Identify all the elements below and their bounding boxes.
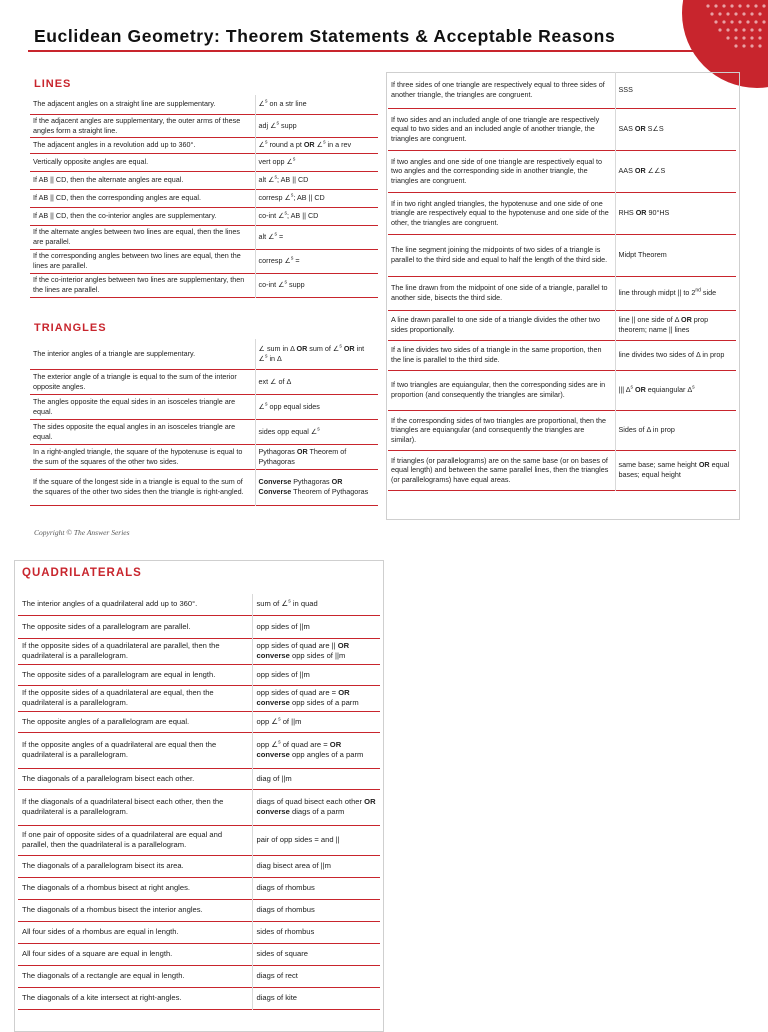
table-row <box>388 276 736 310</box>
theorem-statement: If the alternate angles between two lines are equal, then the lines are parallel. <box>30 225 255 249</box>
acceptable-reason: ∠$^s$ round a pt OR ∠$^s$ in a rev <box>258 139 352 150</box>
theorem-statement: All four sides of a rhombus are equal in length. <box>18 921 252 943</box>
acceptable-reason: Pythagoras OR Theorem of Pythagoras <box>258 446 347 466</box>
copyright-note: Copyright © The Answer Series <box>34 528 130 537</box>
section-title-lines: LINES <box>34 78 72 90</box>
theorem-statement: If three sides of one triangle are respectively equal to three sides of another triangle, the triangles are congruent. <box>388 72 615 108</box>
table-row <box>30 369 378 394</box>
theorem-statement: If AB || CD, then the co-interior angles are supplementary. <box>30 207 255 225</box>
acceptable-reason: ∠$^s$ on a str line <box>258 99 307 109</box>
table-row <box>18 877 380 899</box>
acceptable-reason: corresp ∠$^s$; AB || CD <box>258 192 325 203</box>
table-row <box>30 171 378 189</box>
table-row <box>18 965 380 987</box>
decorative-dot-pattern <box>700 0 768 60</box>
acceptable-reason: opp ∠$^s$ of ||m <box>256 715 302 726</box>
theorem-statement: If two angles and one side of one triangle are respectively equal to two angles and the corresponding side in another triangle, the triangles are congruent. <box>388 150 615 192</box>
table-row <box>388 192 736 234</box>
table-row <box>30 469 378 505</box>
theorem-statement: If one pair of opposite sides of a quadrilateral are equal and parallel, then the quadrilateral is a parallelogram. <box>18 825 252 855</box>
theorem-statement: If the corresponding angles between two lines are equal, then the lines are parallel. <box>30 249 255 273</box>
theorem-statement: The line drawn from the midpoint of one side of a triangle, parallel to another side, bisects the third side. <box>388 276 615 310</box>
acceptable-reason: ext ∠ of Δ <box>258 376 292 386</box>
table-row <box>30 137 378 153</box>
acceptable-reason: diags of rect <box>256 971 298 980</box>
table-row <box>388 310 736 340</box>
acceptable-reason: diag bisect area of ||m <box>256 861 331 870</box>
theorem-statement: The diagonals of a rhombus bisect the interior angles. <box>18 899 252 921</box>
theorem-statement: If the opposite sides of a quadrilateral are equal, then the quadrilateral is a parallelogram. <box>18 685 252 711</box>
table-row <box>30 207 378 225</box>
acceptable-reason: alt ∠$^s$ = <box>258 231 284 242</box>
acceptable-reason: ∠$^s$ opp equal sides <box>258 401 320 411</box>
acceptable-reason: vert opp ∠$^s$ <box>258 156 296 167</box>
table-row <box>30 339 378 369</box>
table-row <box>388 234 736 276</box>
acceptable-reason: sides of rhombus <box>256 927 315 936</box>
table-row <box>30 114 378 137</box>
table-row <box>18 685 380 711</box>
acceptable-reason: opp sides of quad are || OR converse opp sides of ||m <box>256 641 350 660</box>
theorem-statement: If AB || CD, then the alternate angles are equal. <box>30 171 255 189</box>
theorem-statement: The diagonals of a rectangle are equal in length. <box>18 965 252 987</box>
table-row <box>30 273 378 297</box>
acceptable-reason: Converse Pythagoras OR Converse Theorem of Pythagoras <box>258 477 369 496</box>
acceptable-reason: ∠ sum in Δ OR sum of ∠$^s$ OR int ∠$^s$ in Δ <box>258 343 365 363</box>
theorem-statement: The diagonals of a parallelogram bisect each other. <box>18 768 252 789</box>
quadrilaterals-table <box>18 594 380 1010</box>
acceptable-reason: diags of rhombus <box>256 883 315 892</box>
table-row <box>388 150 736 192</box>
table-row <box>18 825 380 855</box>
table-row <box>30 444 378 469</box>
table-row <box>18 711 380 732</box>
table-row <box>388 370 736 410</box>
theorem-statement: If the corresponding sides of two triangles are proportional, then the triangles are equiangular (and consequently the triangles are similar). <box>388 410 615 450</box>
theorem-statement: The sides opposite the equal angles in an isosceles triangle are equal. <box>30 419 255 444</box>
table-row <box>18 732 380 768</box>
acceptable-reason: line divides two sides of Δ in prop <box>618 350 725 360</box>
acceptable-reason: corresp ∠$^s$ = <box>258 255 300 266</box>
acceptable-reason: sides opp equal ∠$^s$ <box>258 426 320 436</box>
theorem-statement: If the co-interior angles between two lines are supplementary, then the lines are parallel. <box>30 273 255 297</box>
acceptable-reason: AAS OR ∠∠S <box>618 166 666 176</box>
theorem-statement: The diagonals of a rhombus bisect at right angles. <box>18 877 252 899</box>
acceptable-reason: diags of quad bisect each other OR converse diags of a parm <box>256 797 376 816</box>
acceptable-reason: co-int ∠$^s$; AB || CD <box>258 210 319 221</box>
acceptable-reason: diags of kite <box>256 993 298 1002</box>
acceptable-reason: Sides of Δ in prop <box>618 425 675 435</box>
table-row <box>18 768 380 789</box>
theorem-statement: In a right-angled triangle, the square of the hypotenuse is equal to the sum of the squares of the other two sides. <box>30 444 255 469</box>
theorem-statement: The adjacent angles in a revolution add up to 360°. <box>30 137 255 153</box>
section-title-quadrilaterals: QUADRILATERALS <box>22 567 142 579</box>
table-row <box>18 638 380 664</box>
table-row <box>388 340 736 370</box>
theorem-statement: The diagonals of a parallelogram bisect its area. <box>18 855 252 877</box>
acceptable-reason: co-int ∠$^s$ supp <box>258 279 305 290</box>
table-row <box>30 153 378 171</box>
table-row <box>388 108 736 150</box>
table-row <box>18 943 380 965</box>
theorem-statement: If a line divides two sides of a triangle in the same proportion, then the line is parallel to the third side. <box>388 340 615 370</box>
acceptable-reason: same base; same height OR equal bases; equal height <box>618 460 730 479</box>
title-underline <box>28 50 708 52</box>
theorem-statement: Vertically opposite angles are equal. <box>30 153 255 171</box>
theorem-statement: A line drawn parallel to one side of a triangle divides the other two sides proportionally. <box>388 310 615 340</box>
theorem-statement: If the square of the longest side in a triangle is equal to the sum of the squares of the other two sides then the triangle is right-angled. <box>30 469 255 505</box>
acceptable-reason: opp ∠$^s$ of quad are = OR converse opp angles of a parm <box>256 739 364 759</box>
acceptable-reason: line through midpt || to 2nd side <box>618 287 717 298</box>
theorem-statement: All four sides of a square are equal in length. <box>18 943 252 965</box>
table-row <box>388 410 736 450</box>
acceptable-reason: adj ∠$^s$ supp <box>258 120 297 130</box>
table-row <box>18 594 380 615</box>
congruency-similarity-table <box>388 72 736 491</box>
theorem-statement: If in two right angled triangles, the hypotenuse and one side of one triangle are respectively equal to the hypotenuse and one side of the other, the triangles are congruent. <box>388 192 615 234</box>
theorem-statement: If the opposite sides of a quadrilateral are parallel, then the quadrilateral is a parallelogram. <box>18 638 252 664</box>
acceptable-reason: alt ∠$^s$; AB || CD <box>258 174 309 185</box>
theorem-statement: If AB || CD, then the corresponding angles are equal. <box>30 189 255 207</box>
acceptable-reason: sides of square <box>256 949 308 958</box>
acceptable-reason: Midpt Theorem <box>618 250 667 260</box>
theorem-statement: The adjacent angles on a straight line are supplementary. <box>30 95 255 114</box>
theorem-statement: If the diagonals of a quadrilateral bisect each other, then the quadrilateral is a parallelogram. <box>18 789 252 825</box>
section-title-triangles: TRIANGLES <box>34 322 107 334</box>
acceptable-reason: opp sides of ||m <box>256 669 310 679</box>
theorem-statement: If the adjacent angles are supplementary, the outer arms of these angles form a straight line. <box>30 114 255 137</box>
theorem-statement: The opposite sides of a parallelogram are equal in length. <box>18 664 252 685</box>
acceptable-reason: pair of opp sides = and || <box>256 835 340 844</box>
table-row <box>30 394 378 419</box>
table-row <box>18 921 380 943</box>
theorem-statement: The opposite angles of a parallelogram are equal. <box>18 711 252 732</box>
theorem-statement: The angles opposite the equal sides in an isosceles triangle are equal. <box>30 394 255 419</box>
theorem-statement: The diagonals of a kite intersect at right-angles. <box>18 987 252 1009</box>
acceptable-reason: ||| $\Delta^s$ OR equiangular $\Delta^s$ <box>618 384 695 395</box>
table-row <box>18 855 380 877</box>
acceptable-reason: diag of ||m <box>256 773 292 783</box>
acceptable-reason: SAS OR S∠S <box>618 124 664 134</box>
theorem-statement: The interior angles of a triangle are supplementary. <box>30 339 255 369</box>
lines-table <box>30 95 378 298</box>
table-row <box>18 615 380 638</box>
table-row <box>30 225 378 249</box>
table-row <box>388 450 736 490</box>
acceptable-reason: line || one side of Δ OR prop theorem; name || lines <box>618 315 709 334</box>
table-row <box>18 789 380 825</box>
triangles-table <box>30 339 378 506</box>
table-row <box>30 189 378 207</box>
theorem-statement: The interior angles of a quadrilateral add up to 360°. <box>18 594 252 615</box>
theorem-statement: If the opposite angles of a quadrilateral are equal then the quadrilateral is a parallelogram. <box>18 732 252 768</box>
acceptable-reason: sum of ∠$^s$ in quad <box>256 598 318 609</box>
acceptable-reason: SSS <box>618 84 633 94</box>
acceptable-reason: opp sides of quad are = OR converse opp sides of a parm <box>256 688 359 707</box>
theorem-statement: The line segment joining the midpoints of two sides of a triangle is parallel to the third side and equal to half the length of the third side. <box>388 234 615 276</box>
table-row <box>18 899 380 921</box>
acceptable-reason: diags of rhombus <box>256 905 315 914</box>
table-row <box>18 987 380 1009</box>
theorem-statement: The exterior angle of a triangle is equal to the sum of the interior opposite angles. <box>30 369 255 394</box>
acceptable-reason: RHS OR 90°HS <box>618 208 670 218</box>
theorem-statement: If two triangles are equiangular, then the corresponding sides are in proportion (and consequently the triangles are similar). <box>388 370 615 410</box>
acceptable-reason: opp sides of ||m <box>256 621 310 631</box>
theorem-statement: If triangles (or parallelograms) are on the same base (or on bases of equal length) and between the same parallel lines, then the triangles (or parallelograms) have equal areas. <box>388 450 615 490</box>
page-title: Euclidean Geometry: Theorem Statements & Acceptable Reasons <box>34 26 616 46</box>
theorem-statement: If two sides and an included angle of one triangle are respectively equal to two sides and an included angle of another triangle, the triangles are congruent. <box>388 108 615 150</box>
table-row <box>30 95 378 114</box>
table-row <box>388 72 736 108</box>
table-row <box>30 419 378 444</box>
table-row <box>18 664 380 685</box>
theorem-statement: The opposite sides of a parallelogram are parallel. <box>18 615 252 638</box>
table-row <box>30 249 378 273</box>
